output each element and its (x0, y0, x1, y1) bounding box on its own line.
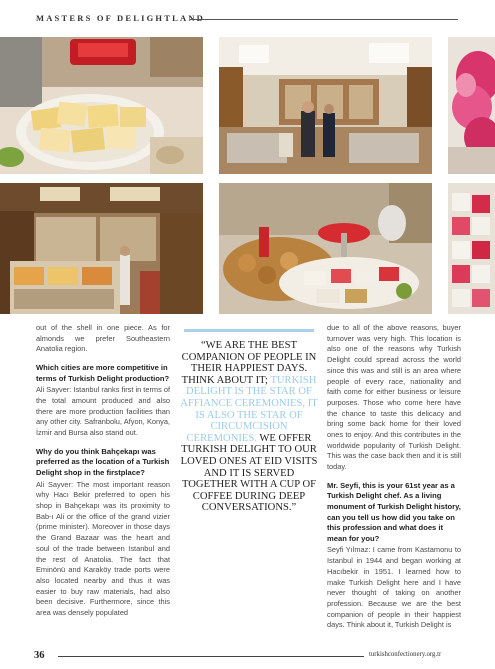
page-header (0, 0, 495, 30)
paragraph-intro: out of the shell in one piece. As for almonds we prefer Southeastern Anatolia region. (36, 323, 170, 354)
pull-quote-rule (184, 329, 314, 332)
footer-rule (58, 656, 364, 657)
pull-quote-highlight: TURKISH DELIGHT IS THE STAR OF AFFIANCE CEREMONIES, IT IS ALSO THE STAR OF CIRCUMCISION CEREMONIES. (180, 374, 318, 444)
article-column-right (327, 323, 461, 631)
pull-quote (180, 340, 318, 514)
photo-pink-flower (448, 37, 495, 174)
photo-shop-counter (219, 37, 432, 174)
paragraph-location-reasons: due to all of the above reasons, buyer turnover was very high. This location is also one of the reasons why Turkish Delight could spread across the world since this was and still is an area where people of every race, nationality and faith come for either business or leisure purposes. Those who come here have the chance to taste this delicacy and bring some back home for their loved ones to enjoy. And this contributes in the worldwide popularity of Turkish Delight. This was the case back then and it is still today. (327, 323, 461, 472)
answer-mr-seyfi: Seyfi Yılmaz: I came from Kastamonu to Istanbul in 1944 and began working at Hacıbekir in 1951. I learned how to make Turkish Delight here and I have never thought of taking on another profession. Because we are the best companion of people in their happiest days. Think about it, Turkish Delight is (327, 545, 461, 630)
photo-turkish-delight-plate (0, 37, 203, 174)
question-mr-seyfi: Mr. Seyfi, this is your 61st year as a Turkish Delight chef. As a living monument of Turkish Delight history, can you tell us how did you take on this profession and what does it mean for you? (327, 480, 461, 543)
answer-competitive-cities: Ali Sayver: Istanbul ranks first in terms of the total amount produced and also there are more production facilities than any other city. Safranbolu, Afyon, Konya, İzmir and Bursa also stand out. (36, 385, 170, 438)
photo-shop-interior (0, 183, 203, 314)
page-number: 36 (34, 650, 45, 661)
footer-url: turkishconfectionery.org.tr (369, 651, 442, 658)
question-bahcekapi-location: Why do you think Bahçekapı was preferred as the location of a Turkish Delight shop in the firstplace? (36, 446, 170, 477)
article-column-left (36, 323, 170, 619)
question-competitive-cities: Which cities are more competitive in terms of Turkish Delight production? (36, 363, 170, 383)
section-title: MASTERS OF DELIGHTLAND (36, 13, 205, 23)
pull-quote-part-1: “WE ARE THE BEST COMPANION OF PEOPLE IN THEIR HAPPIEST DAYS. THINK ABOUT IT; (181, 340, 317, 386)
photo-lokum-cubes (448, 183, 495, 314)
answer-bahcekapi-location: Ali Sayver: The most important reason why Hacı Bekir preferred to open his shop in Bahçekapı was its proximity to Bab-ı Ali or the office of the grand vizier (prime minister). Moreover in those days the Grand Bazaar was the heart and soul of the trade between Istanbul and the rest of Anatolia. The fact that Eminönü and Karaköy trade ports were also located nearby and thus it was easier to buy raw materials, had also been decisive. Furthermore, since this area was densely populated (36, 479, 170, 618)
header-rule (190, 19, 458, 20)
pull-quote-part-3: WE OFFER TURKISH DELIGHT TO OUR LOVED ONES AT EID VISITS AND IT IS SERVED TOGETHER WITH A CUP OF COFFEE DURING DEEP CONVERSATIONS.” (180, 432, 318, 514)
photo-sweets-display (219, 183, 432, 314)
